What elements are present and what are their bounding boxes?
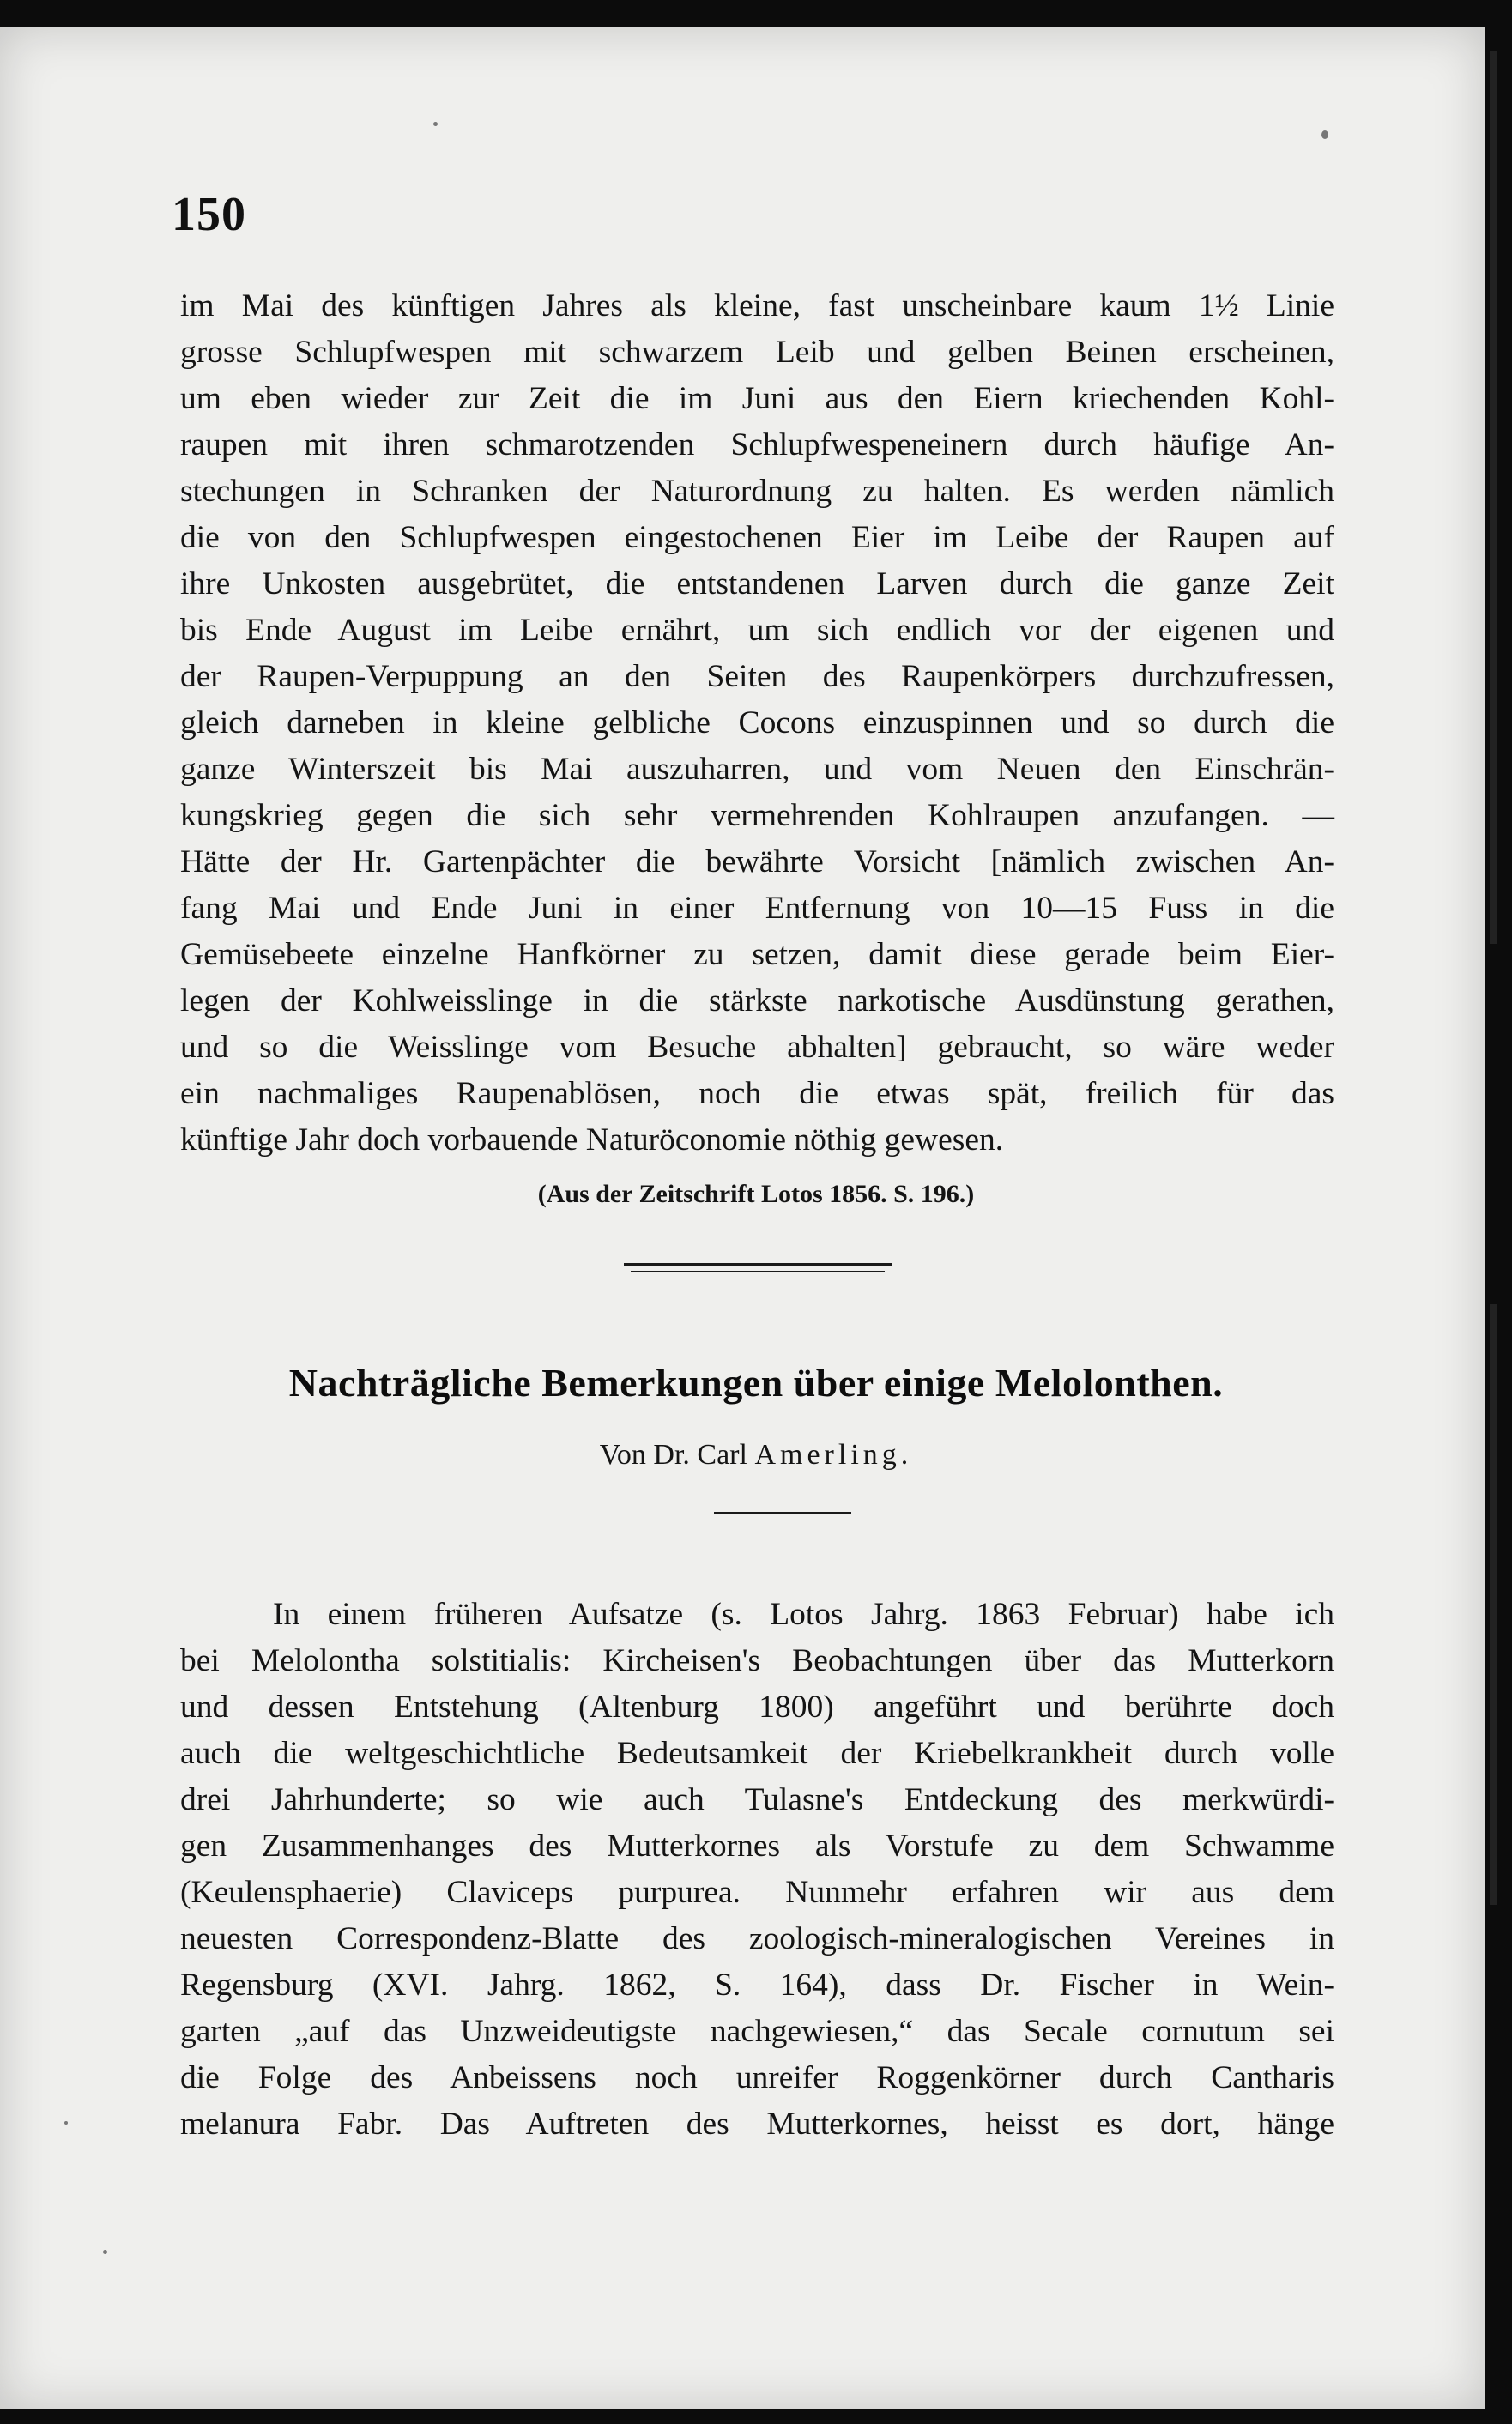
text-line: fang Mai und Ende Juni in einer Entfernung von 10—15 Fuss in die: [180, 891, 1334, 926]
text-line: ihre Unkosten ausgebrütet, die entstandenen Larven durch die ganze Zeit: [180, 566, 1334, 601]
text-line: drei Jahrhunderte; so wie auch Tulasne's Entdeckung des merkwürdi-: [180, 1782, 1334, 1817]
author-prefix: Von Dr. Carl: [599, 1439, 747, 1471]
text-line: ein nachmaliges Raupenablösen, noch die etwas spät, freilich für das: [180, 1076, 1334, 1111]
text-line: Hätte der Hr. Gartenpächter die bewährte Vorsicht [nämlich zwischen An-: [180, 844, 1334, 880]
text-line: ganze Winterszeit bis Mai auszuharren, und vom Neuen den Einschrän-: [180, 752, 1334, 787]
section-divider: [631, 1271, 885, 1272]
text-line: neuesten Correspondenz-Blatte des zoologisch-mineralogischen Vereines in: [180, 1921, 1334, 1956]
text-line: gleich darneben in kleine gelbliche Cocons einzuspinnen und so durch die: [180, 705, 1334, 740]
text-line: Regensburg (XVI. Jahrg. 1862, S. 164), dass Dr. Fischer in Wein-: [180, 1968, 1334, 2003]
text-line: gen Zusammenhanges des Mutterkornes als Vorstufe zu dem Schwamme: [180, 1829, 1334, 1864]
text-line: auch die weltgeschichtliche Bedeutsamkeit der Kriebelkrankheit durch volle: [180, 1736, 1334, 1771]
text-line: garten „auf das Unzweideutigste nachgewiesen,“ das Secale cornutum sei: [180, 2014, 1334, 2049]
text-line: kungskrieg gegen die sich sehr vermehrenden Kohlraupen anzufangen. —: [180, 798, 1334, 833]
text-line: die von den Schlupfwespen eingestochenen Eier im Leibe der Raupen auf: [180, 520, 1334, 555]
text-line: legen der Kohlweisslinge in die stärkste narkotische Ausdünstung gerathen,: [180, 983, 1334, 1019]
source-citation: (Aus der Zeitschrift Lotos 1856. S. 196.): [537, 1180, 975, 1208]
text-line: melanura Fabr. Das Auftreten des Mutterkornes, heisst es dort, hänge: [180, 2107, 1334, 2142]
text-line: In einem früheren Aufsatze (s. Lotos Jahrg. 1863 Februar) habe ich: [273, 1597, 1334, 1632]
text-line: um eben wieder zur Zeit die im Juni aus den Eiern kriechenden Kohl-: [180, 381, 1334, 416]
text-line: bis Ende August im Leibe ernährt, um sich endlich vor der eigenen und: [180, 613, 1334, 648]
page-number: 150: [172, 188, 246, 241]
print-speck: [433, 122, 438, 126]
text-line: (Keulensphaerie) Claviceps purpurea. Nunmehr erfahren wir aus dem: [180, 1875, 1334, 1910]
text-line: im Mai des künftigen Jahres als kleine, fast unscheinbare kaum 1½ Linie: [180, 288, 1334, 323]
text-line: und dessen Entstehung (Altenburg 1800) angeführt und berührte doch: [180, 1690, 1334, 1725]
title-underline: [714, 1512, 851, 1514]
section-divider: [624, 1263, 892, 1266]
text-line: der Raupen-Verpuppung an den Seiten des Raupenkörpers durchzufressen,: [180, 659, 1334, 694]
article-author: [0, 1439, 1512, 1472]
print-speck: [103, 2250, 107, 2254]
text-line: und so die Weisslinge vom Besuche abhalten] gebraucht, so wäre weder: [180, 1030, 1334, 1065]
text-line: künftige Jahr doch vorbauende Naturöconomie nöthig gewesen.: [180, 1122, 1004, 1158]
text-line: bei Melolontha solstitialis: Kircheisen's Beobachtungen über das Mutterkorn: [180, 1643, 1334, 1678]
text-line: Gemüsebeete einzelne Hanfkörner zu setzen, damit diese gerade beim Eier-: [180, 937, 1334, 972]
author-name: Amerling.: [754, 1439, 913, 1471]
page-edge-shadow: [1490, 51, 1497, 944]
print-speck: [64, 2121, 68, 2125]
text-line: die Folge des Anbeissens noch unreifer Roggenkörner durch Cantharis: [180, 2060, 1334, 2095]
article-title: Nachträgliche Bemerkungen über einige Melolonthen.: [288, 1361, 1224, 1405]
text-line: stechungen in Schranken der Naturordnung zu halten. Es werden nämlich: [180, 474, 1334, 509]
text-line: raupen mit ihren schmarotzenden Schlupfwespeneinern durch häufige An-: [180, 427, 1334, 462]
print-speck: [1321, 130, 1328, 139]
text-line: grosse Schlupfwespen mit schwarzem Leib und gelben Beinen erscheinen,: [180, 335, 1334, 370]
